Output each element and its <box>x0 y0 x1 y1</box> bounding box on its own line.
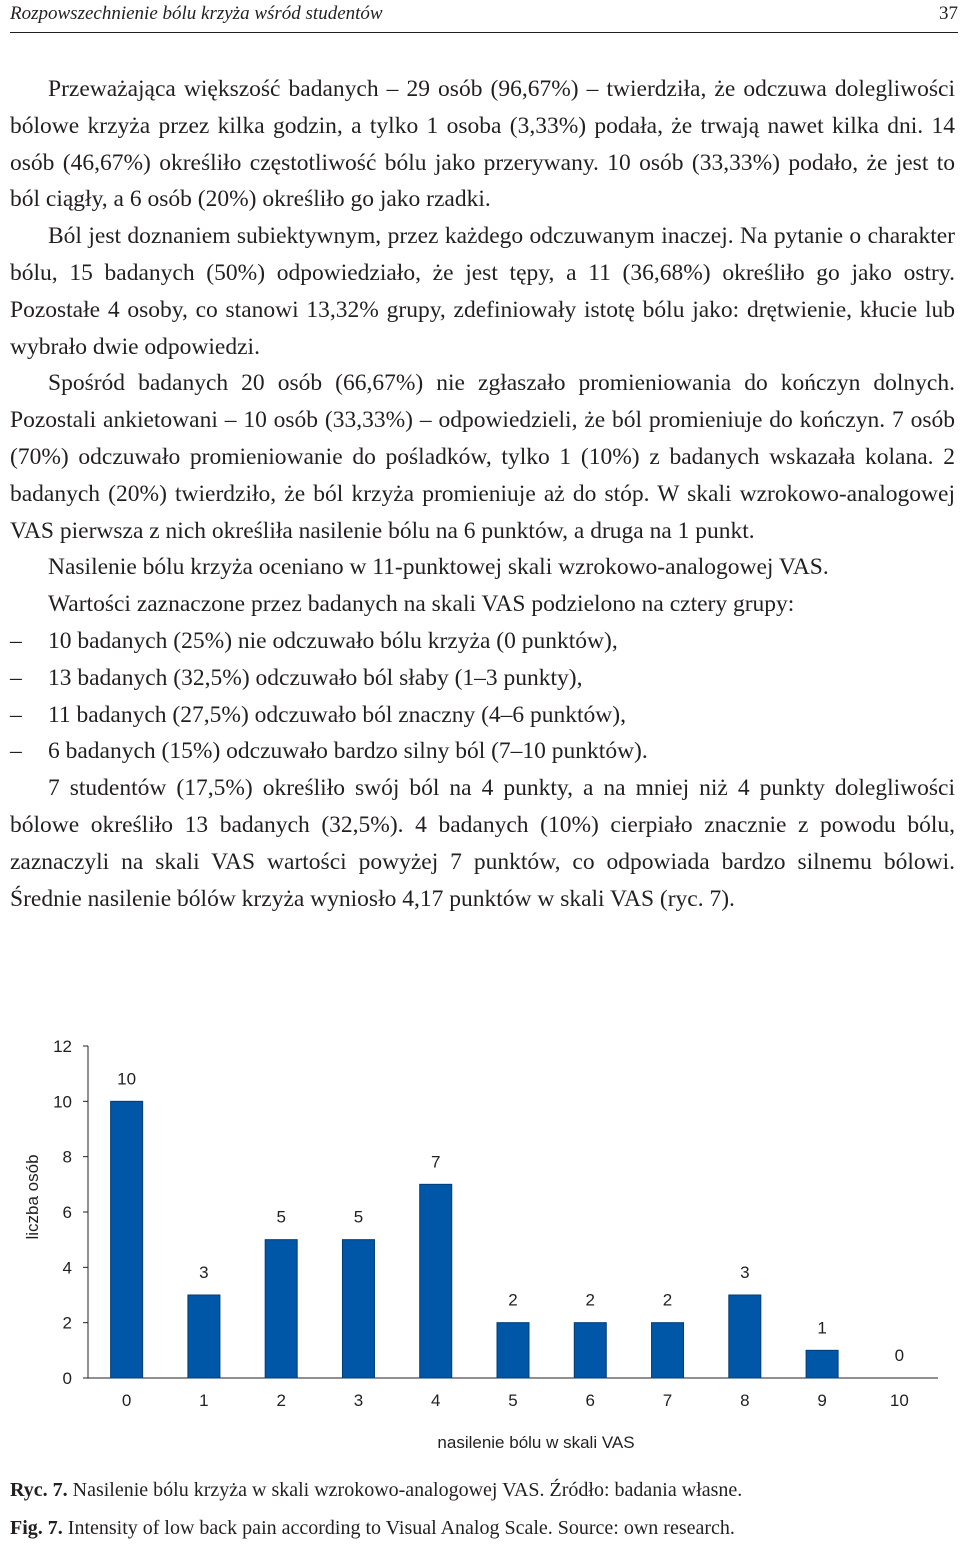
y-tick-label: 10 <box>53 1092 72 1112</box>
data-label: 0 <box>894 1346 905 1365</box>
running-header <box>10 0 958 33</box>
bar <box>497 1323 529 1378</box>
y-tick-label: 4 <box>62 1258 72 1278</box>
data-label: 5 <box>276 1207 286 1227</box>
x-tick-label: 1 <box>199 1391 209 1410</box>
caption-text: Nasilenie bólu krzyża w skali wzrokowo-analogowej VAS. Źródło: badania własne. <box>67 1479 743 1501</box>
paragraph: Ból jest doznaniem subiektywnym, przez każdego odczuwanym inaczej. Na pytanie o charakter bólu, 15 badanych (50%) odpowiedziało, że jest tępy, a 11 (36,68%) określiło go jako ostry. Pozostałe 4 osoby, co stanowi 13,32% grupy, zdefiniowały istotę bólu jako: drętwienie, kłucie lub wybrało dwie odpowiedzi. <box>10 223 955 360</box>
bar <box>188 1295 220 1378</box>
list-item-text: 11 badanych (27,5%) odczuwało ból znaczny (4–6 punktów), <box>48 701 626 728</box>
dash-bullet: – <box>10 664 22 691</box>
y-tick-label: 2 <box>62 1313 72 1333</box>
caption-label: Fig. 7. <box>10 1517 63 1539</box>
vas-bar-chart <box>0 1028 960 1468</box>
list-item-text: 13 badanych (32,5%) odczuwało ból słaby (1–3 punkty), <box>48 664 583 691</box>
data-label: 1 <box>817 1318 827 1338</box>
bar <box>342 1240 374 1378</box>
dash-bullet: – <box>10 627 22 654</box>
list-item <box>10 733 955 770</box>
data-label: 2 <box>585 1290 596 1310</box>
x-tick-label: 3 <box>353 1391 364 1410</box>
bar <box>111 1101 143 1378</box>
data-label: 7 <box>430 1152 441 1172</box>
x-tick-label: 9 <box>817 1391 827 1410</box>
y-tick-label: 0 <box>62 1369 72 1388</box>
paragraph: Przeważająca większość badanych – 29 osób (96,67%) – twierdziła, że odczuwa dolegliwości bólowe krzyża przez kilka godzin, a tylko 1 osoba (3,33%) podała, że trwają nawet kilka dni. 14 osób (46,67%) określiło częstotliwość bólu jako przerywany. 10 osób (33,33%) podało, że jest to ból ciągły, a 6 osób (20%) określiło go jako rzadki. <box>10 76 955 213</box>
list-item-text: 10 badanych (25%) nie odczuwało bólu krzyża (0 punktów), <box>48 627 618 654</box>
x-tick-label: 10 <box>889 1391 909 1410</box>
caption-label: Ryc. 7. <box>10 1479 68 1501</box>
y-axis-label: liczba osób <box>23 1154 42 1240</box>
list-item <box>10 697 955 734</box>
data-label: 3 <box>199 1263 209 1282</box>
bar <box>652 1323 684 1378</box>
x-axis-label: nasilenie bólu w skali VAS <box>437 1433 635 1452</box>
y-tick-label: 12 <box>53 1037 72 1056</box>
chart-svg <box>0 1028 960 1468</box>
x-tick-label: 8 <box>740 1391 750 1410</box>
list-item <box>10 660 955 697</box>
data-label: 10 <box>117 1069 137 1089</box>
x-tick-label: 4 <box>430 1391 441 1410</box>
list-item-text: 6 badanych (15%) odczuwało bardzo silny ból (7–10 punktów). <box>48 738 648 765</box>
paragraph: Spośród badanych 20 osób (66,67%) nie zgłaszało promieniowania do kończyn dolnych. Pozostali ankietowani – 10 osób (33,33%) – odpowiedzieli, że ból promieniuje do kończyn. 7 osób (70%) odczuwało promieniowanie do pośladków, tylko 1 (10%) z badanych wskazała kolana. 2 badanych (20%) twierdziło, że ból krzyża promieniuje aż do stóp. W skali wzrokowo-analogowej VAS pierwsza z nich określiła nasilenie bólu na 6 punktów, a druga na 1 punkt. <box>10 370 955 544</box>
y-tick-label: 8 <box>62 1147 72 1167</box>
body-text <box>10 71 955 917</box>
list-item <box>10 623 955 660</box>
running-title: Rozpowszechnienie bólu krzyża wśród studentów <box>10 3 383 24</box>
x-tick-label: 7 <box>662 1391 673 1410</box>
x-tick-label: 0 <box>121 1391 132 1410</box>
bar <box>574 1323 606 1378</box>
figure-caption-en <box>10 1515 955 1541</box>
bar <box>729 1295 761 1378</box>
data-label: 5 <box>353 1207 364 1227</box>
bar <box>806 1350 838 1378</box>
bar <box>265 1240 297 1378</box>
x-tick-label: 2 <box>276 1391 286 1410</box>
dash-bullet: – <box>10 701 22 728</box>
y-tick-label: 6 <box>62 1203 72 1222</box>
data-label: 3 <box>740 1263 750 1282</box>
caption-text: Intensity of low back pain according to Visual Analog Scale. Source: own research. <box>62 1517 735 1539</box>
data-label: 2 <box>508 1290 518 1310</box>
x-tick-label: 6 <box>585 1391 596 1410</box>
data-label: 2 <box>662 1290 673 1310</box>
vas-group-list <box>10 623 955 770</box>
paragraph: Wartości zaznaczone przez badanych na skali VAS podzielono na cztery grupy: <box>48 591 795 618</box>
bar <box>420 1184 452 1378</box>
figure-caption-pl <box>10 1477 955 1503</box>
x-tick-label: 5 <box>508 1391 518 1410</box>
dash-bullet: – <box>10 738 22 765</box>
paragraph: 7 studentów (17,5%) określiło swój ból na 4 punkty, a na mniej niż 4 punkty dolegliwości bólowe określiło 13 badanych (32,5%). 4 badanych (10%) cierpiało znacznie z powodu bólu, zaznaczyli na skali VAS wartości powyżej 7 punktów, co odpowiada bardzo silnemu bólowi. Średnie nasilenie bólów krzyża wyniosło 4,17 punktów w skali VAS (ryc. 7). <box>10 775 955 912</box>
paragraph: Nasilenie bólu krzyża oceniano w 11-punktowej skali wzrokowo-analogowej VAS. <box>48 554 829 581</box>
page-number: 37 <box>939 3 958 24</box>
